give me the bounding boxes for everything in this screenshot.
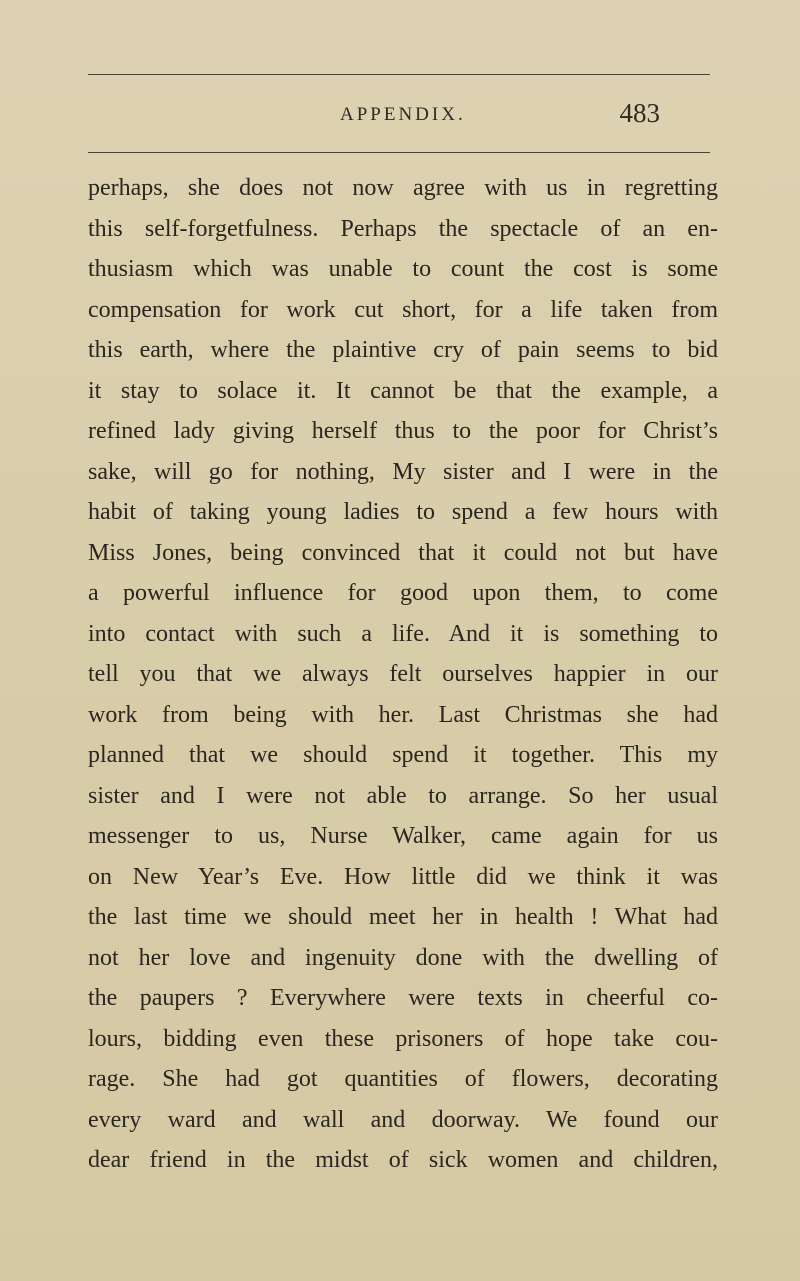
text-line: sister and I were not able to arrange. So her usual	[88, 782, 718, 809]
text-line: refined lady giving herself thus to the poor for Christ’s	[88, 418, 718, 444]
text-line: on New Year’s Eve. How little did we think it was	[88, 863, 718, 890]
page-header	[0, 98, 800, 138]
text-line: rage. She had got quantities of flowers, decorating	[88, 1066, 718, 1092]
text-line: tell you that we always felt ourselves happier in our	[88, 661, 718, 687]
text-line: it stay to solace it. It cannot be that the example, a	[88, 377, 718, 404]
text-line: every ward and wall and doorway. We found our	[88, 1106, 718, 1133]
text-line: dear friend in the midst of sick women and children,	[88, 1147, 718, 1173]
text-line: the last time we should meet her in health ! What had	[88, 904, 718, 930]
text-line: a powerful influence for good upon them, to come	[88, 580, 718, 606]
page-number: 483	[619, 98, 660, 128]
text-line: sake, will go for nothing, My sister and I were in the	[88, 458, 718, 485]
text-line: Miss Jones, being convinced that it could not but have	[88, 539, 718, 566]
text-line: habit of taking young ladies to spend a few hours with	[88, 499, 718, 525]
text-line: this self-forgetfulness. Perhaps the spectacle of an en-	[88, 215, 718, 242]
text-line: compensation for work cut short, for a life taken from	[88, 296, 718, 323]
text-line: planned that we should spend it together. This my	[88, 742, 718, 768]
text-line: lours, bidding even these prisoners of hope take cou-	[88, 1025, 718, 1052]
text-line: work from being with her. Last Christmas she had	[88, 701, 718, 728]
text-line: the paupers ? Everywhere were texts in cheerful co-	[88, 985, 718, 1011]
header-rule-top	[88, 74, 710, 75]
text-line: messenger to us, Nurse Walker, came again for us	[88, 823, 718, 849]
text-line: into contact with such a life. And it is something to	[88, 620, 718, 647]
text-line: perhaps, she does not now agree with us in regretting	[88, 175, 718, 201]
running-head: APPENDIX.	[340, 104, 466, 125]
text-line: not her love and ingenuity done with the dwelling of	[88, 944, 718, 971]
text-line: this earth, where the plaintive cry of pain seems to bid	[88, 337, 718, 363]
body-text	[88, 168, 718, 1181]
text-line: thusiasm which was unable to count the cost is some	[88, 256, 718, 282]
header-rule-bottom	[88, 152, 710, 153]
